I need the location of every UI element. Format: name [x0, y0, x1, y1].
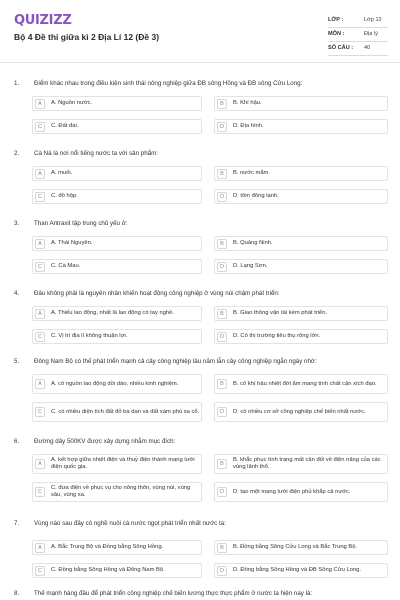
answer-option-b[interactable] [214, 96, 388, 111]
meta-divider [328, 27, 388, 28]
answer-option-c[interactable] [32, 119, 202, 134]
answer-option-c[interactable] [32, 189, 202, 204]
question-text: Đông Nam Bộ có thế phát triển mạnh cả cây công nghiệp lâu năm lẫn cây công nghiệp ngắn ngày nhờ: [34, 358, 317, 365]
answer-option-b[interactable] [214, 306, 388, 321]
option-text: A. Bắc Trung Bộ và Đồng bằng Sông Hồng. [51, 544, 164, 550]
question-number: 4. [14, 290, 20, 297]
option-text: A. Thái Nguyên. [51, 240, 93, 246]
question-number: 1. [14, 80, 20, 87]
option-letter: A [35, 543, 45, 553]
meta-grade-label: LỚP : [328, 17, 344, 23]
meta-count-label: SỐ CÂU : [328, 45, 354, 51]
option-letter: B [217, 169, 227, 179]
option-text: D. Địa hình. [233, 123, 264, 129]
option-text: B. Giao thông vận tải kém phát triển. [233, 310, 328, 316]
question-text: Đường dây 500KV được xây dựng nhằm mục đích: [34, 438, 176, 445]
option-text: B. Khí hậu. [233, 100, 262, 106]
option-letter: C [35, 407, 45, 417]
question-number: 8. [14, 590, 20, 597]
answer-option-a[interactable] [32, 306, 202, 321]
answer-option-a[interactable] [32, 374, 202, 394]
option-text: D. Có thị trường tiêu thụ rộng lớn. [233, 333, 321, 339]
option-text: A. Thiếu lao động, nhất là lao động có tay nghề. [51, 310, 175, 316]
answer-option-a[interactable] [32, 454, 202, 474]
option-letter: C [35, 332, 45, 342]
option-text: D. Lạng Sơn. [233, 263, 268, 269]
option-text: B. Đồng bằng Sông Cửu Long và Bắc Trung Bộ. [233, 544, 358, 550]
option-letter: A [35, 309, 45, 319]
answer-option-d[interactable] [214, 482, 388, 502]
option-text: C. Đồng bằng Sông Hồng và Đông Nam Bộ. [51, 567, 165, 573]
option-text: B. Quảng Ninh. [233, 240, 273, 246]
question-number: 6. [14, 438, 20, 445]
option-letter: A [35, 459, 45, 469]
option-letter: B [217, 239, 227, 249]
answer-option-a[interactable] [32, 540, 202, 555]
option-text: C. Đất đai. [51, 123, 79, 129]
answer-option-c[interactable] [32, 563, 202, 578]
option-letter: D [217, 262, 227, 272]
option-letter: C [35, 192, 45, 202]
worksheet-header [0, 0, 400, 62]
option-letter: D [217, 566, 227, 576]
option-text: D. tôm đông lạnh. [233, 193, 279, 199]
meta-grade-value: Lớp 12 [364, 17, 382, 23]
answer-option-a[interactable] [32, 96, 202, 111]
option-letter: D [217, 122, 227, 132]
answer-option-d[interactable] [214, 402, 388, 422]
option-letter: B [217, 459, 227, 469]
option-letter: C [35, 262, 45, 272]
answer-option-d[interactable] [214, 259, 388, 274]
answer-option-b[interactable] [214, 454, 388, 474]
header-divider [0, 62, 400, 63]
answer-option-b[interactable] [214, 540, 388, 555]
option-letter: C [35, 566, 45, 576]
question-number: 5. [14, 358, 20, 365]
meta-divider [328, 55, 388, 56]
question-text: Cà Ná là nơi nổi tiếng nước ta với sản phẩm: [34, 150, 158, 157]
answer-option-c[interactable] [32, 402, 202, 422]
option-letter: A [35, 379, 45, 389]
option-text: D. tạo một mạng lưới điện phủ khắp cả nước. [233, 488, 351, 495]
question-number: 2. [14, 150, 20, 157]
answer-option-a[interactable] [32, 236, 202, 251]
option-text: C. đồ hộp. [51, 193, 78, 199]
option-letter: D [217, 407, 227, 417]
option-letter: A [35, 239, 45, 249]
answer-option-a[interactable] [32, 166, 202, 181]
question-number: 3. [14, 220, 20, 227]
answer-option-d[interactable] [214, 329, 388, 344]
answer-option-d[interactable] [214, 563, 388, 578]
option-text: B. nước mắm. [233, 170, 270, 176]
answer-option-c[interactable] [32, 482, 202, 502]
option-letter: C [35, 487, 45, 497]
question-text: Đâu không phải là nguyên nhân khiến hoạt động công nghiệp ở vùng núi chậm phát triển: [34, 290, 280, 297]
meta-subject-label: MÔN : [328, 31, 345, 37]
option-text: D. Đồng bằng Sông Hồng và ĐB Sông Cửu Long. [233, 567, 361, 573]
option-letter: B [217, 543, 227, 553]
option-letter: D [217, 332, 227, 342]
option-text: C. đưa điện về phục vụ cho nông thôn, vùng núi, vùng sâu, vùng xa. [51, 485, 191, 498]
option-text: A. muối. [51, 170, 73, 176]
meta-divider [328, 41, 388, 42]
option-letter: C [35, 122, 45, 132]
meta-subject-value: Địa lý [364, 31, 378, 37]
worksheet-title: Bộ 4 Đề thi giữa kì 2 Địa Lí 12 (Đề 3) [14, 32, 160, 42]
option-text: D. có nhiều cơ sở công nghiệp chế biến nhất nước. [233, 408, 366, 415]
meta-count-value: 40 [364, 45, 371, 51]
option-text: B. khắc phục tình trạng mất cân đối về điện năng của các vùng lãnh thổ. [233, 457, 381, 470]
option-text: A. kết hợp giữa nhiệt điện và thuỷ điện thành mạng lưới điện quốc gia. [51, 457, 195, 470]
answer-option-c[interactable] [32, 259, 202, 274]
option-text: B. có khí hậu nhiệt đới ẩm mang tính chất cận xích đạo. [233, 380, 377, 387]
answer-option-b[interactable] [214, 374, 388, 394]
option-text: A. Nguồn nước. [51, 100, 93, 106]
answer-option-b[interactable] [214, 166, 388, 181]
option-text: A. có nguồn lao động dồi dào, nhiều kinh nghiệm. [51, 380, 179, 387]
question-text: Điểm khác nhau trong điều kiện sinh thái nông nghiệp giữa ĐB sông Hồng và ĐB sông Cửu Long: [34, 80, 303, 87]
option-letter: B [217, 99, 227, 109]
option-letter: D [217, 192, 227, 202]
option-letter: D [217, 487, 227, 497]
option-letter: B [217, 379, 227, 389]
answer-option-d[interactable] [214, 119, 388, 134]
option-text: C. có nhiều diện tích đất đỏ ba dan và đất xám phù sa cổ. [51, 408, 200, 415]
answer-option-b[interactable] [214, 236, 388, 251]
question-number: 7. [14, 520, 20, 527]
quizizz-logo: QUIZIZZ [14, 13, 72, 28]
question-text: Than Antraxit tập trung chủ yếu ở: [34, 220, 128, 227]
question-text: Thế mạnh hàng đầu để phát triển công nghiệp chế biến lương thực thực phẩm ở nước ta hiện nay là: [34, 590, 313, 597]
answer-option-d[interactable] [214, 189, 388, 204]
option-letter: B [217, 309, 227, 319]
option-letter: A [35, 99, 45, 109]
answer-option-c[interactable] [32, 329, 202, 344]
option-letter: A [35, 169, 45, 179]
option-text: C. Cà Mau. [51, 263, 81, 269]
option-text: C. Vị trí địa lí không thuận lợi. [51, 333, 128, 339]
question-text: Vùng nào sau đây có nghề nuôi cá nước ngọt phát triển nhất nước ta: [34, 520, 226, 527]
